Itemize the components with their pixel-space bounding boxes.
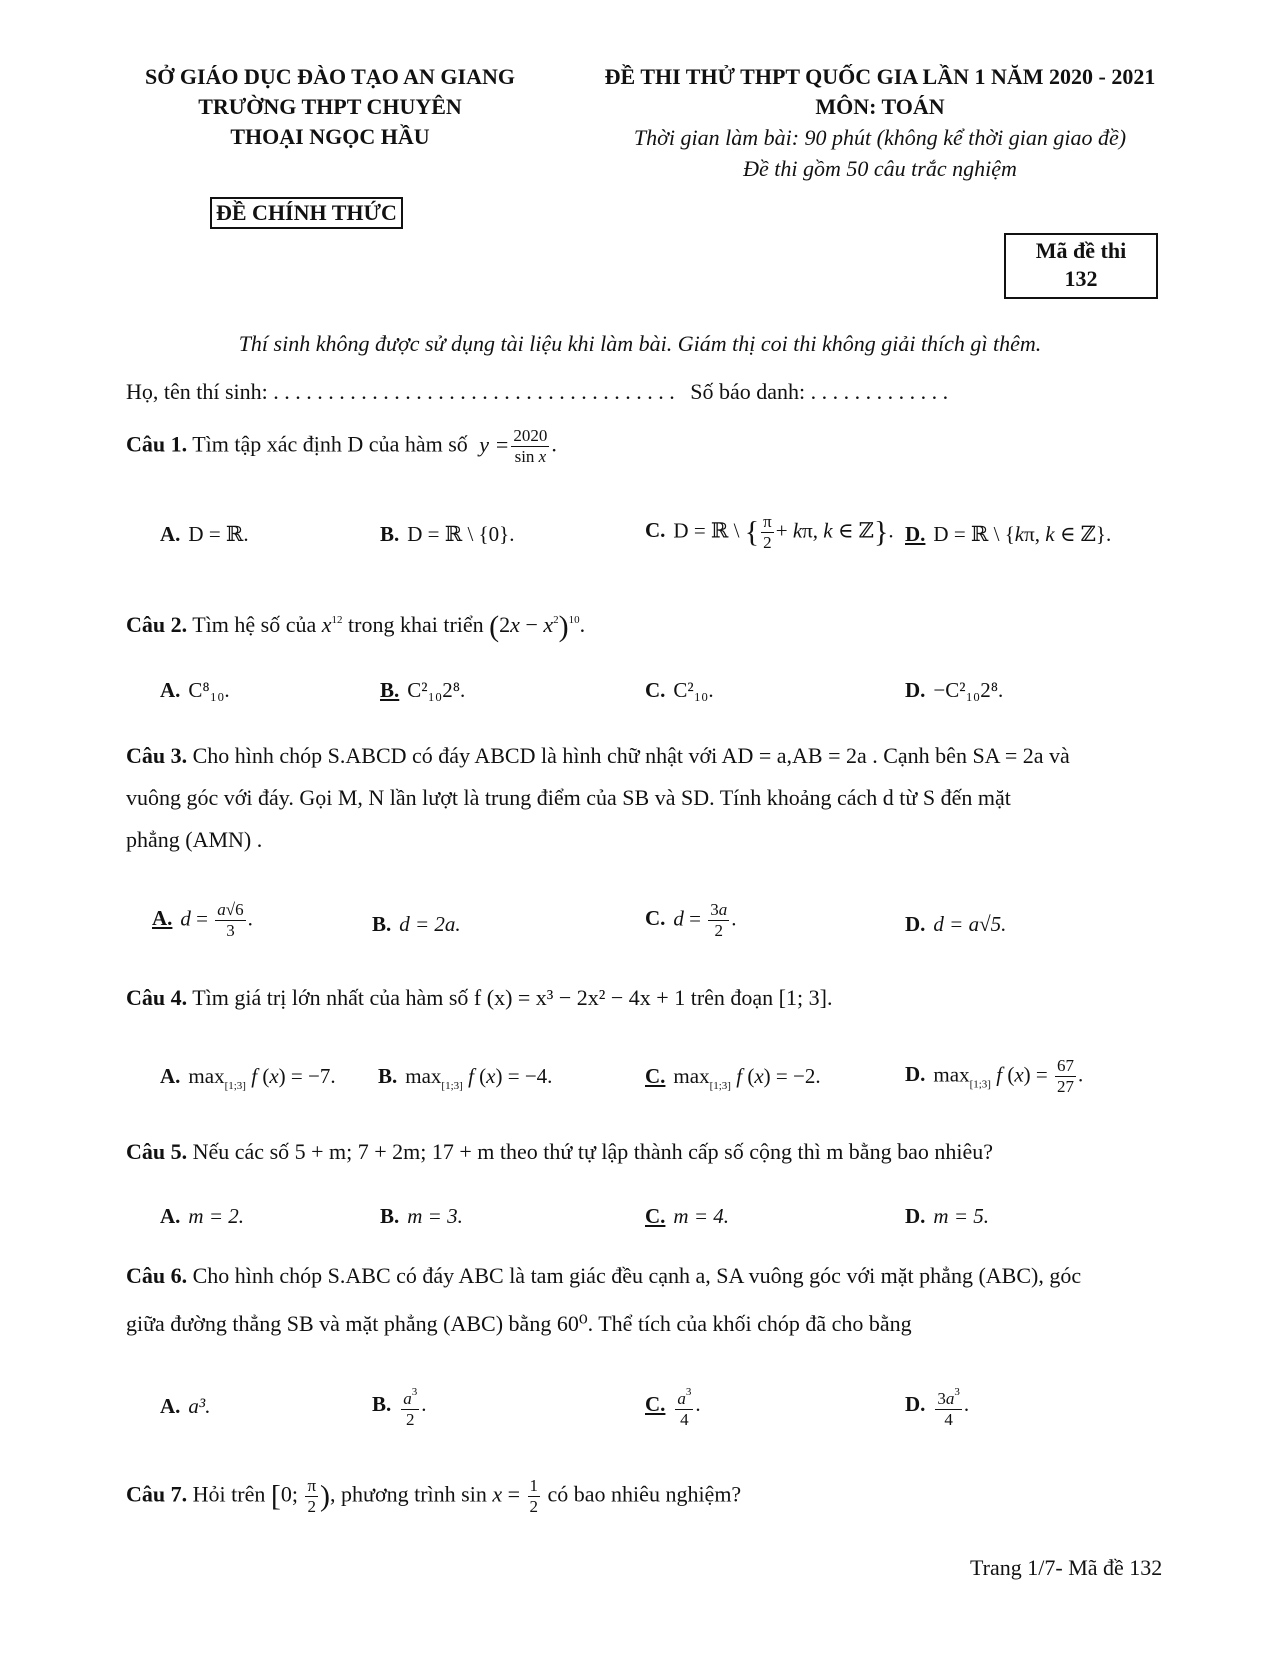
q2-option-d[interactable]: D. −C²₁₀2⁸. [905, 678, 1004, 702]
question-2-text-a: Tìm hệ số của [192, 612, 317, 637]
name-label: Họ, tên thí sinh: [126, 379, 268, 404]
question-2-label: Câu 2. [126, 612, 188, 637]
q1-option-c[interactable]: C. D = ℝ \ { $\frac{\pi}{2}$ + kπ, k ∈ ℤ}. [645, 512, 894, 552]
q1-option-b[interactable]: B. D = ℝ \ {0}. [380, 522, 515, 546]
page-footer: Trang 1/7- Mã đề 132 [970, 1555, 1163, 1580]
official-label: ĐỀ CHÍNH THỨC [210, 197, 403, 229]
school-department: SỞ GIÁO DỤC ĐÀO TẠO AN GIANG [145, 64, 515, 89]
exam-subject: MÔN: TOÁN [815, 94, 945, 119]
q6-option-c[interactable]: C. $\frac{a^3}{4}$ . [645, 1382, 701, 1430]
question-7-label: Câu 7. [126, 1481, 188, 1507]
question-2-text-b: trong khai triển [348, 612, 484, 637]
question-5-label: Câu 5. [126, 1139, 188, 1164]
q2-option-a[interactable]: A. C⁸₁₀. [160, 678, 230, 702]
question-1: Câu 1. Tìm tập xác định D của hàm số y = $\frac{2020}{\text{sin x}}$ . [126, 426, 557, 466]
q3-option-a[interactable]: A. d = $\frac{a√6}{3}$ . [152, 900, 253, 940]
question-6-label: Câu 6. [126, 1263, 188, 1288]
q4-option-b[interactable]: B. $\max_{[1;3]} f$ (x) = −4. [378, 1064, 553, 1092]
q4-option-c[interactable]: C. $\max_{[1;3]} f$ (x) = −2. [645, 1064, 821, 1092]
q3-option-c[interactable]: C. d = $\frac{3a}{2}$ . [645, 900, 737, 940]
q3-option-d[interactable]: D. d = a√5. [905, 912, 1007, 936]
question-4: Câu 4. Tìm giá trị lớn nhất của hàm số f (x) = x³ − 2x² − 4x + 1 trên đoạn [1; 3]. [126, 985, 833, 1010]
question-5: Câu 5. Nếu các số 5 + m; 7 + 2m; 17 + m theo thứ tự lập thành cấp số cộng thì m bằng bao nhiêu? [126, 1139, 993, 1164]
exam-duration: Thời gian làm bài: 90 phút (không kể thời gian giao đề) [633, 125, 1127, 150]
q3-option-b[interactable]: B. d = 2a. [372, 912, 461, 936]
q1-option-d[interactable]: D. D = ℝ \ {kπ, k ∈ ℤ}. [905, 522, 1112, 546]
school-name-line1: TRƯỜNG THPT CHUYÊN [198, 94, 462, 119]
instruction: Thí sinh không được sử dụng tài liệu khi làm bài. Giám thị coi thi không giải thích gì thêm. [238, 331, 1042, 356]
q2-option-c[interactable]: C. C²₁₀. [645, 678, 714, 702]
school-name-line2: THOẠI NGỌC HẦU [230, 124, 430, 149]
q5-option-c[interactable]: C. m = 4. [645, 1204, 730, 1228]
id-field[interactable]: . . . . . . . . . . . . . [810, 379, 949, 404]
question-6-line1: Câu 6. Cho hình chóp S.ABC có đáy ABC là tam giác đều cạnh a, SA vuông góc với mặt phẳng (ABC), góc [126, 1263, 1082, 1288]
question-3-line3: phẳng (AMN) . [126, 827, 263, 852]
q2-option-b[interactable]: B. C²₁₀2⁸. [380, 678, 466, 702]
name-field[interactable]: . . . . . . . . . . . . . . . . . . . . . . . . . . . . . . . . . . . . . [273, 379, 675, 404]
exam-question-count: Đề thi gồm 50 câu trắc nghiệm [743, 156, 1017, 181]
question-6-line2: giữa đường thẳng SB và mặt phẳng (ABC) bằng 60⁰. Thể tích của khối chóp đã cho bằng [126, 1311, 912, 1336]
question-4-label: Câu 4. [126, 985, 188, 1010]
question-3-label: Câu 3. [126, 743, 188, 768]
q5-option-a[interactable]: A. m = 2. [160, 1204, 245, 1228]
exam-title: ĐỀ THI THỬ THPT QUỐC GIA LẦN 1 NĂM 2020 - 2021 [604, 64, 1156, 89]
exam-code-label: Mã đề thi [1035, 238, 1127, 263]
question-1-label: Câu 1. [126, 431, 188, 457]
q5-option-d[interactable]: D. m = 5. [905, 1204, 990, 1228]
question-3-line2: vuông góc với đáy. Gọi M, N lần lượt là trung điểm của SB và SD. Tính khoảng cách d từ S đến mặt [126, 785, 1011, 810]
q6-option-b[interactable]: B. $\frac{a^3}{2}$ . [372, 1382, 427, 1430]
exam-code-value: 132 [1064, 266, 1098, 291]
question-2: Câu 2. Tìm hệ số của $x^{12}$ trong khai triển $(2x - x^2)^{10}$. [126, 609, 586, 643]
id-label: Số báo danh: [690, 379, 806, 404]
q4-option-a[interactable]: A. $\max_{[1;3]} f$ (x) = −7. [160, 1064, 336, 1092]
question-3-line1: Câu 3. Cho hình chóp S.ABCD có đáy ABCD là hình chữ nhật với AD = a,AB = 2a . Cạnh bên SA = 2a và [126, 743, 1070, 768]
q5-option-b[interactable]: B. m = 3. [380, 1204, 463, 1228]
exam-code-box [1004, 233, 1158, 299]
q6-option-d[interactable]: D. $\frac{3a^3}{4}$ . [905, 1382, 969, 1430]
question-1-text: Tìm tập xác định D của hàm số [192, 431, 468, 457]
question-7: Câu 7. Hỏi trên [0; $\frac{\pi}{2}$ ), phương trình sin x = $\frac{1}{2}$ có bao nhiêu nghiệm? [126, 1476, 742, 1516]
student-info-line [126, 378, 948, 406]
q6-option-a[interactable]: A. a³. [160, 1394, 211, 1418]
q1-option-a[interactable]: A. D = ℝ. [160, 522, 249, 546]
q4-option-d[interactable]: D. $\max_{[1;3]} f$ (x) = $\frac{67}{27}$ . [905, 1056, 1084, 1096]
